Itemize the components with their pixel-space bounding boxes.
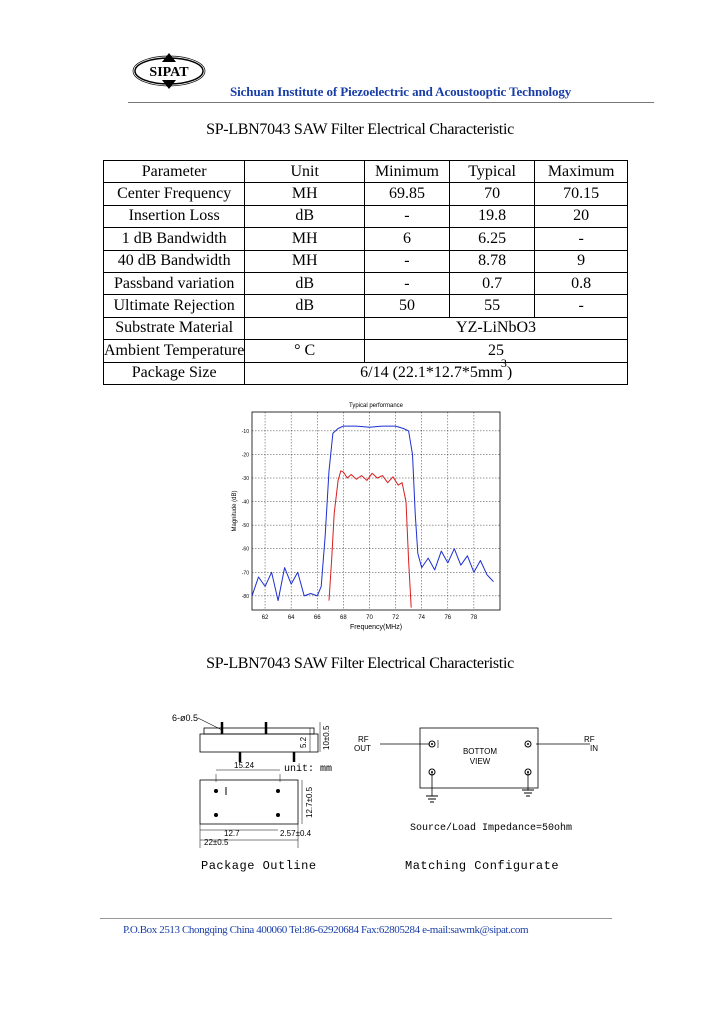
- header-cell: Minimum: [365, 161, 450, 183]
- y-tick-label: -30: [241, 476, 249, 482]
- logo-text: SIPAT: [149, 65, 189, 80]
- max-cell: 20: [535, 205, 628, 227]
- pin-note: 6-ø0.5: [172, 713, 199, 723]
- y-tick-label: -50: [241, 523, 249, 530]
- chart-x-label: Frequency(MHz): [349, 624, 403, 631]
- table-row: [104, 295, 628, 317]
- x-tick-label: 78: [470, 615, 478, 621]
- rf-in-label: RF IN: [584, 735, 598, 753]
- unit-note: unit: mm: [284, 764, 333, 775]
- y-tick-label: -80: [241, 593, 249, 600]
- table-row: [104, 205, 628, 227]
- table-row: [104, 362, 628, 384]
- header-divider: [128, 102, 654, 103]
- package-size-text: 6/14 (22.1*12.7*5mm: [360, 364, 503, 382]
- institute-name: Sichuan Institute of Piezoelectric and Acoustooptic Technology: [230, 84, 572, 99]
- min-cell: 6: [365, 228, 450, 250]
- x-tick-label: 74: [418, 615, 426, 621]
- substrate-value: YZ-LiNbO3: [365, 317, 628, 339]
- x-tick-label: 68: [340, 615, 347, 621]
- header-cell: Unit: [245, 161, 365, 183]
- dim-height: 10±0.5: [322, 725, 331, 750]
- x-tick-label: 76: [444, 615, 452, 621]
- max-cell: 70.15: [535, 183, 628, 205]
- min-cell: 69.85: [365, 183, 450, 205]
- param-cell: Substrate Material: [104, 317, 245, 339]
- section-title: SP-LBN7043 SAW Filter Electrical Characteristic: [206, 655, 514, 672]
- max-cell: 9: [535, 250, 628, 272]
- table-row: [104, 340, 628, 362]
- dim-width: 12.7±0.5: [305, 786, 314, 818]
- param-cell: Package Size: [104, 362, 245, 384]
- ambient-value: 25: [365, 340, 628, 362]
- header-cell: Parameter: [104, 161, 245, 183]
- dim-pin-offset: 2.57±0.4: [280, 829, 312, 838]
- min-cell: -: [365, 272, 450, 294]
- max-cell: -: [535, 228, 628, 250]
- y-tick-label: -20: [241, 452, 249, 459]
- package-outline-drawing: [160, 708, 340, 878]
- y-tick-label: -60: [241, 546, 249, 553]
- bottom-view-label: BOTTOM VIEW: [462, 747, 498, 766]
- side-view-lid: [204, 728, 314, 734]
- dim-bottom-inner: 12.7: [224, 829, 240, 838]
- param-cell: 40 dB Bandwidth: [104, 250, 245, 272]
- table-row: [104, 317, 628, 339]
- matching-configuration-drawing: [346, 720, 606, 870]
- x-tick-label: 72: [392, 615, 399, 621]
- param-cell: Ultimate Rejection: [104, 295, 245, 317]
- impedance-note: Source/Load Impedance=50ohm: [410, 823, 573, 834]
- dim-top: 15.24: [234, 761, 255, 770]
- x-tick-label: 70: [366, 615, 373, 621]
- package-outline-caption: Package Outline: [201, 859, 317, 873]
- table-row: [104, 228, 628, 250]
- matching-caption: Matching Configurate: [405, 859, 560, 873]
- dim-total: 22±0.5: [204, 838, 229, 847]
- param-cell: Insertion Loss: [104, 205, 245, 227]
- footer-divider: [100, 918, 612, 919]
- typ-cell: 70: [449, 183, 535, 205]
- spec-table: [103, 160, 628, 385]
- chart-title: Typical performance: [348, 403, 404, 409]
- typ-cell: 19.8: [449, 205, 535, 227]
- header-cell: Typical: [449, 161, 535, 183]
- table-row: [104, 250, 628, 272]
- param-cell: 1 dB Bandwidth: [104, 228, 245, 250]
- unit-cell: MH: [245, 250, 365, 272]
- y-tick-label: -10: [241, 428, 249, 435]
- header-cell: Maximum: [535, 161, 628, 183]
- package-value: [245, 356, 628, 384]
- param-cell: Center Frequency: [104, 183, 245, 205]
- unit-cell: [245, 317, 365, 339]
- min-cell: -: [365, 205, 450, 227]
- unit-cell: dB: [245, 205, 365, 227]
- unit-cell: dB: [245, 295, 365, 317]
- sipat-logo: [132, 50, 206, 92]
- package-size-exponent: 3: [500, 356, 507, 371]
- frequency-response-chart: [228, 398, 508, 632]
- min-cell: 50: [365, 295, 450, 317]
- chart-y-label: Magnitude (dB): [232, 490, 238, 532]
- min-cell: -: [365, 250, 450, 272]
- unit-cell: ° C: [245, 340, 365, 362]
- x-tick-label: 64: [287, 615, 295, 621]
- unit-cell: MH: [245, 228, 365, 250]
- footer-contact: P.O.Box 2513 Chongqing China 400060 Tel:86-62920684 Fax:62805284 e-mail:sawmk@sipat.com: [123, 924, 529, 936]
- dim-small: 5.2: [299, 736, 308, 748]
- param-cell: Ambient Temperature: [104, 340, 245, 362]
- x-tick-label: 66: [313, 615, 321, 621]
- y-tick-label: -40: [241, 499, 249, 506]
- unit-cell: dB: [245, 272, 365, 294]
- param-cell: Passband variation: [104, 272, 245, 294]
- package-size-close: ): [506, 364, 513, 382]
- max-cell: 0.8: [535, 272, 628, 294]
- top-view-body: [200, 780, 298, 824]
- rf-out-label: RF OUT: [354, 735, 371, 753]
- unit-cell: MH: [245, 183, 365, 205]
- typ-cell: 6.25: [449, 228, 535, 250]
- table-header-row: [104, 161, 628, 183]
- max-cell: -: [535, 295, 628, 317]
- typ-cell: 55: [449, 295, 535, 317]
- x-tick-label: 62: [261, 615, 269, 621]
- y-tick-label: -70: [241, 570, 249, 577]
- table-row: [104, 183, 628, 205]
- typ-cell: 0.7: [449, 272, 535, 294]
- table-row: [104, 272, 628, 294]
- typ-cell: 8.78: [449, 250, 535, 272]
- page-title: SP-LBN7043 SAW Filter Electrical Characteristic: [206, 121, 514, 138]
